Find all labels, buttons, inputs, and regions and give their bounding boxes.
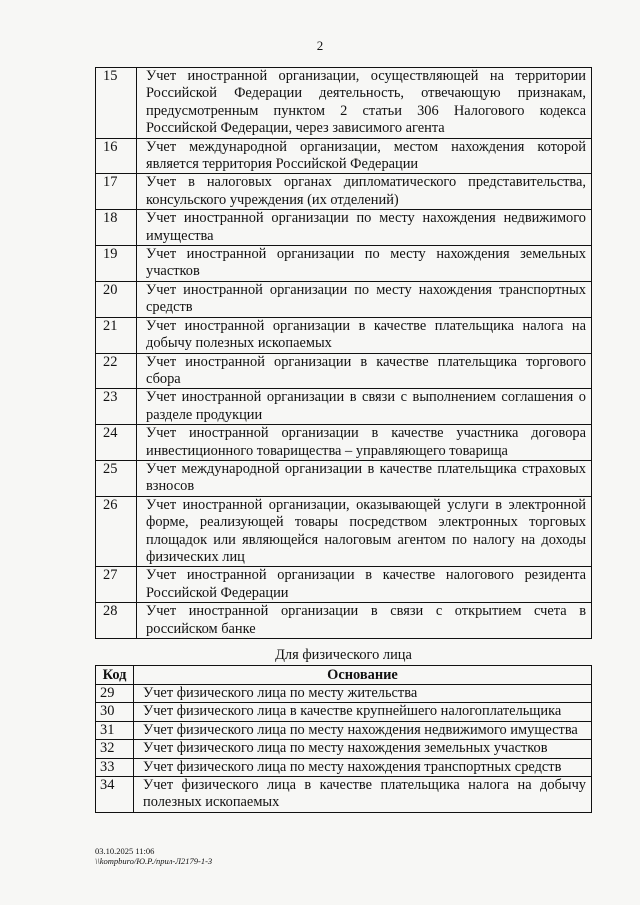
table-row: [96, 496, 592, 567]
row-basis: Учет иностранной организации по месту нахождения транспортных средств: [137, 281, 592, 317]
document-footer: [95, 846, 212, 866]
table-row: [96, 317, 592, 353]
row-basis: Учет международной организации, местом нахождения которой является территория Российской Федерации: [137, 138, 592, 174]
table-row: [96, 353, 592, 389]
table-row: [96, 246, 592, 282]
row-basis: Учет физического лица по месту жительства: [134, 685, 592, 703]
row-code: 23: [96, 389, 137, 425]
column-header-code: Код: [96, 666, 134, 685]
table-row: [96, 703, 592, 721]
row-code: 34: [96, 777, 134, 813]
row-code: 15: [96, 68, 137, 139]
table-row: [96, 210, 592, 246]
row-basis: Учет физического лица в качестве плательщика налога на добычу полезных ископаемых: [134, 777, 592, 813]
table-row: [96, 425, 592, 461]
row-basis: Учет иностранной организации в связи с выполнением соглашения о разделе продукции: [137, 389, 592, 425]
row-code: 27: [96, 567, 137, 603]
row-basis: Учет в налоговых органах дипломатического представительства, консульского учреждения (их отделений): [137, 174, 592, 210]
row-basis: Учет иностранной организации, осуществляющей на территории Российской Федерации деятельность, отвечающую признакам, предусмотренным пунктом 2 статьи 306 Налогового кодекса Российской Федерации, через зависимого агента: [137, 68, 592, 139]
table-row: [96, 389, 592, 425]
row-basis: Учет иностранной организации в качестве плательщика торгового сбора: [137, 353, 592, 389]
row-code: 30: [96, 703, 134, 721]
row-basis: Учет иностранной организации, оказывающей услуги в электронной форме, реализующей товары посредством электронных торговых площадок или являющейся налоговым агентом по налогу на доходы физических лиц: [137, 496, 592, 567]
row-code: 21: [96, 317, 137, 353]
footer-file-path: \\kompburo/Ю.Р./прил-Л2179-1-3: [95, 856, 213, 866]
table-row: [96, 685, 592, 703]
row-basis: Учет иностранной организации в связи с открытием счета в российском банке: [137, 603, 592, 639]
row-code: 18: [96, 210, 137, 246]
row-basis: Учет иностранной организации по месту нахождения земельных участков: [137, 246, 592, 282]
column-header-basis: Основание: [134, 666, 592, 685]
row-code: 28: [96, 603, 137, 639]
footer-date: 03.10.2025 11:06: [95, 846, 155, 856]
row-code: 25: [96, 460, 137, 496]
row-code: 31: [96, 721, 134, 739]
row-basis: Учет иностранной организации в качестве плательщика налога на добычу полезных ископаемых: [137, 317, 592, 353]
table-row: [96, 460, 592, 496]
page-number: 2: [316, 38, 324, 53]
physical-person-codes-table: [95, 665, 592, 813]
row-code: 20: [96, 281, 137, 317]
row-basis: Учет физического лица по месту нахождения земельных участков: [134, 740, 592, 758]
row-basis: Учет иностранной организации по месту нахождения недвижимого имущества: [137, 210, 592, 246]
table-row: [96, 758, 592, 776]
table-row: [96, 138, 592, 174]
row-code: 26: [96, 496, 137, 567]
table-row: [96, 603, 592, 639]
table-row: [96, 777, 592, 813]
table-row: [96, 721, 592, 739]
row-code: 32: [96, 740, 134, 758]
row-code: 22: [96, 353, 137, 389]
table-header-row: [96, 666, 592, 685]
row-code: 19: [96, 246, 137, 282]
table-row: [96, 174, 592, 210]
physical-person-caption: Для физического лица: [275, 647, 412, 663]
row-code: 17: [96, 174, 137, 210]
row-basis: Учет иностранной организации в качестве участника договора инвестиционного товарищества – управляющего товарища: [137, 425, 592, 461]
row-basis: Учет физического лица по месту нахождения недвижимого имущества: [134, 721, 592, 739]
row-code: 16: [96, 138, 137, 174]
table-row: [96, 740, 592, 758]
row-basis: Учет физического лица в качестве крупнейшего налогоплательщика: [134, 703, 592, 721]
row-basis: Учет иностранной организации в качестве налогового резидента Российской Федерации: [137, 567, 592, 603]
table-row: [96, 68, 592, 139]
organization-codes-table: [95, 67, 592, 639]
row-basis: Учет физического лица по месту нахождения транспортных средств: [134, 758, 592, 776]
row-basis: Учет международной организации в качестве плательщика страховых взносов: [137, 460, 592, 496]
table-row: [96, 281, 592, 317]
row-code: 33: [96, 758, 134, 776]
row-code: 24: [96, 425, 137, 461]
row-code: 29: [96, 685, 134, 703]
table-row: [96, 567, 592, 603]
